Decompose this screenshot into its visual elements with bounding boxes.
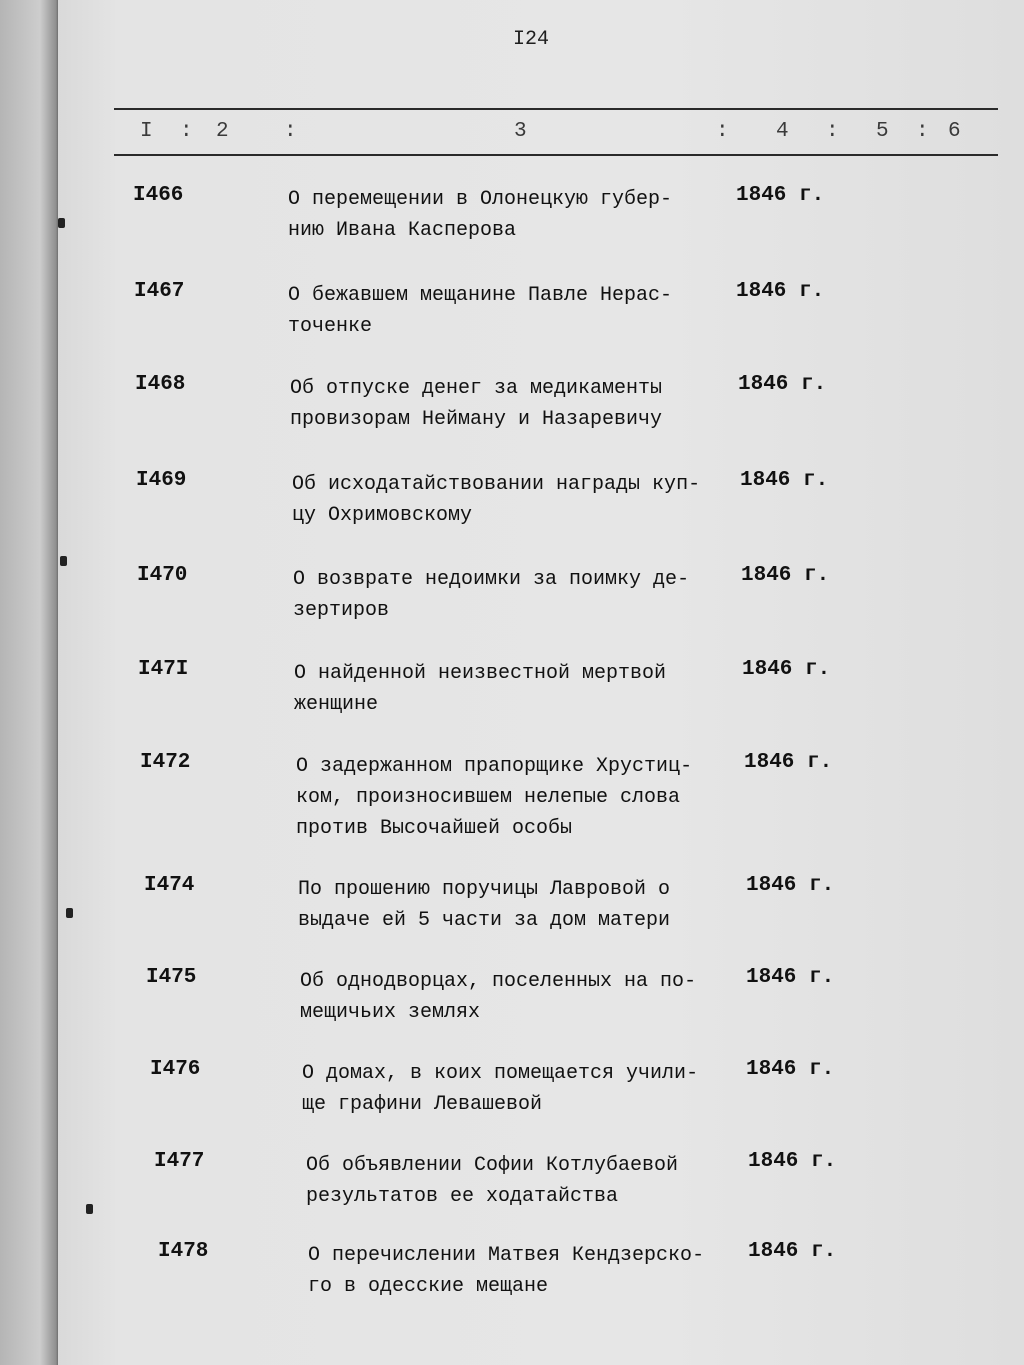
- entry-number: I466: [133, 184, 184, 207]
- column-separator: :: [826, 120, 839, 143]
- column-separator: :: [916, 120, 929, 143]
- entry-title: Об исходатайствовании награды куп- цу Охримовскому: [292, 473, 701, 527]
- entry-number: I474: [144, 874, 195, 897]
- entry-title: О найденной неизвестной мертвой женщине: [294, 662, 667, 716]
- entry-year: 1846 г.: [746, 966, 835, 989]
- entry-year: 1846 г.: [736, 184, 825, 207]
- entry-title: Об объявлении Софии Котлубаевой результатов ее ходатайства: [306, 1154, 679, 1208]
- entry-number: I478: [158, 1240, 209, 1263]
- entry-year: 1846 г.: [736, 280, 825, 303]
- column-header-6: 6: [948, 120, 961, 143]
- entry-title: О перемещении в Олонецкую губер- нию Ивана Касперова: [288, 188, 673, 242]
- entry-number: I475: [146, 966, 197, 989]
- list-item: [0, 1058, 1024, 1148]
- list-item: [0, 469, 1024, 559]
- entry-title: О бежавшем мещанине Павле Нерас- точенке: [288, 284, 673, 338]
- entry-title: О возврате недоимки за поимку де- зертиров: [293, 568, 690, 622]
- entry-number: I467: [134, 280, 185, 303]
- column-separator: :: [716, 120, 729, 143]
- entry-year: 1846 г.: [742, 658, 831, 681]
- entry-number: I470: [137, 564, 188, 587]
- list-item: [0, 751, 1024, 841]
- entry-year: 1846 г.: [744, 751, 833, 774]
- list-item: [0, 1240, 1024, 1330]
- entry-number: I476: [150, 1058, 201, 1081]
- column-separator: :: [284, 120, 297, 143]
- list-item: [0, 564, 1024, 654]
- list-item: [0, 1150, 1024, 1240]
- entry-title: Об отпуске денег за медикаменты провизорам Нейману и Назаревичу: [290, 377, 663, 431]
- list-item: [0, 373, 1024, 463]
- entry-number: I469: [136, 469, 187, 492]
- list-item: [0, 280, 1024, 370]
- list-item: [0, 966, 1024, 1056]
- list-item: [0, 658, 1024, 748]
- entry-year: 1846 г.: [746, 874, 835, 897]
- header-top-rule: [114, 108, 998, 110]
- entry-title: О задержанном прапорщике Хрустиц- ком, произносившем нелепые слова против Высочайшей особы: [296, 755, 693, 840]
- entry-year: 1846 г.: [741, 564, 830, 587]
- column-header-3: 3: [514, 120, 527, 143]
- entry-title: По прошению поручицы Лавровой о выдаче ей 5 части за дом матери: [298, 878, 671, 932]
- entry-number: I47I: [138, 658, 189, 681]
- entry-year: 1846 г.: [746, 1058, 835, 1081]
- entry-title: О домах, в коих помещается учили- ще графини Левашевой: [302, 1062, 699, 1116]
- entry-title: Об однодворцах, поселенных на по- мещичьих землях: [300, 970, 697, 1024]
- entry-year: 1846 г.: [748, 1150, 837, 1173]
- list-item: [0, 184, 1024, 274]
- entry-year: 1846 г.: [748, 1240, 837, 1263]
- column-separator: :: [180, 120, 193, 143]
- entry-title: О перечислении Матвея Кендзерско- го в одесские мещане: [308, 1244, 705, 1298]
- entry-number: I468: [135, 373, 186, 396]
- entry-number: I472: [140, 751, 191, 774]
- column-header-2: 2: [216, 120, 229, 143]
- entry-year: 1846 г.: [738, 373, 827, 396]
- entry-year: 1846 г.: [740, 469, 829, 492]
- column-header-5: 5: [876, 120, 889, 143]
- page-number: I24: [513, 28, 550, 51]
- column-header-4: 4: [776, 120, 789, 143]
- entry-number: I477: [154, 1150, 205, 1173]
- list-item: [0, 874, 1024, 964]
- column-header-1: I: [140, 120, 153, 143]
- header-bottom-rule: [114, 154, 998, 156]
